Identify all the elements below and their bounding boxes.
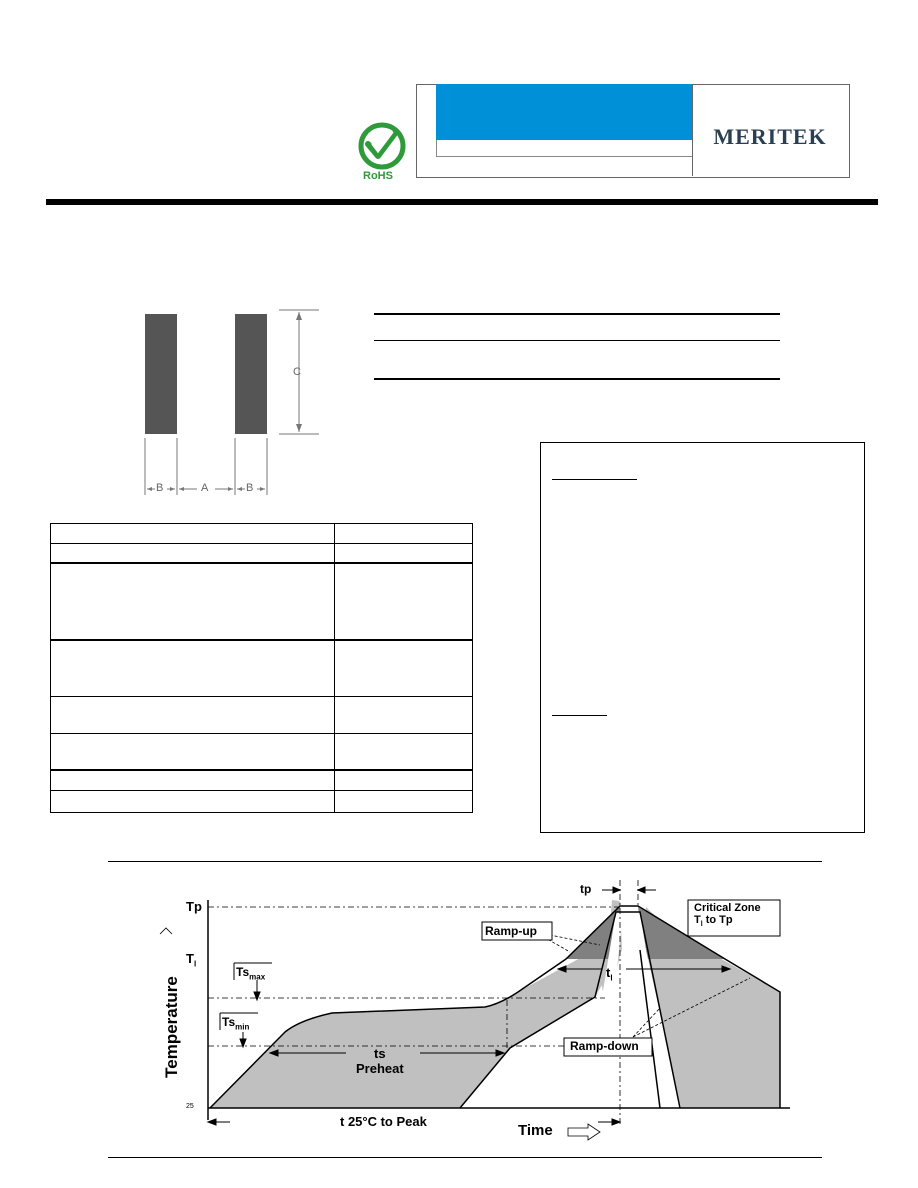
rohs-badge (354, 122, 410, 188)
rohs-label: RoHS (363, 170, 393, 182)
header-rule (46, 199, 878, 205)
notes-heading-underline (552, 479, 637, 480)
label-ramp-up: Ramp-up (485, 924, 537, 938)
dim-label-b-right: B (246, 482, 254, 494)
label-tp-width: tp (580, 882, 592, 896)
pad-dimension-lines (135, 300, 325, 500)
table-row-divider (51, 543, 472, 544)
table-row-divider (51, 696, 472, 697)
table-row-divider (51, 562, 472, 564)
dim-label-a: A (201, 482, 209, 494)
label-preheat: Preheat (356, 1061, 404, 1076)
spec-rule-mid (374, 340, 780, 341)
notes-heading-underline (552, 715, 607, 716)
notes-box (540, 442, 865, 833)
label-tl: $T_l$ (186, 951, 197, 969)
spec-rule-bottom (374, 378, 780, 380)
graph-rule-top (108, 861, 822, 862)
label-t25-to-peak: t 25°C to Peak (340, 1114, 427, 1129)
x-axis-label: Time (518, 1122, 553, 1139)
table-row-divider (51, 769, 472, 771)
label-ts: ts (374, 1046, 386, 1061)
table-row-divider (51, 639, 472, 641)
spec-table (50, 523, 473, 813)
label-tp: Tp (186, 899, 202, 914)
table-row-divider (51, 733, 472, 734)
temperature-arrow-icon (160, 928, 172, 934)
label-ts-min: $Ts_{min}$ (222, 1015, 250, 1032)
brand-bar-frame (436, 140, 693, 157)
label-start-temp: 25 (186, 1103, 194, 1110)
y-axis-label: Temperature (162, 976, 181, 1078)
main-heating-region (210, 901, 622, 1108)
label-tl-time: $t_l$ (606, 965, 613, 983)
label-critical-zone: Critical Zone $T_l$ to Tp (694, 902, 761, 929)
table-row-divider (51, 790, 472, 791)
dim-label-b-left: B (156, 482, 164, 494)
brand-color-bar (436, 84, 692, 140)
label-ramp-down: Ramp-down (570, 1039, 639, 1053)
time-arrow-icon (568, 1124, 600, 1140)
spec-rule-top (374, 313, 780, 315)
graph-rule-bottom (108, 1157, 822, 1158)
brand-logo: MERITEK (713, 124, 827, 149)
label-ts-max: $Ts_{max}$ (236, 965, 266, 982)
dim-label-c: C (293, 366, 301, 378)
